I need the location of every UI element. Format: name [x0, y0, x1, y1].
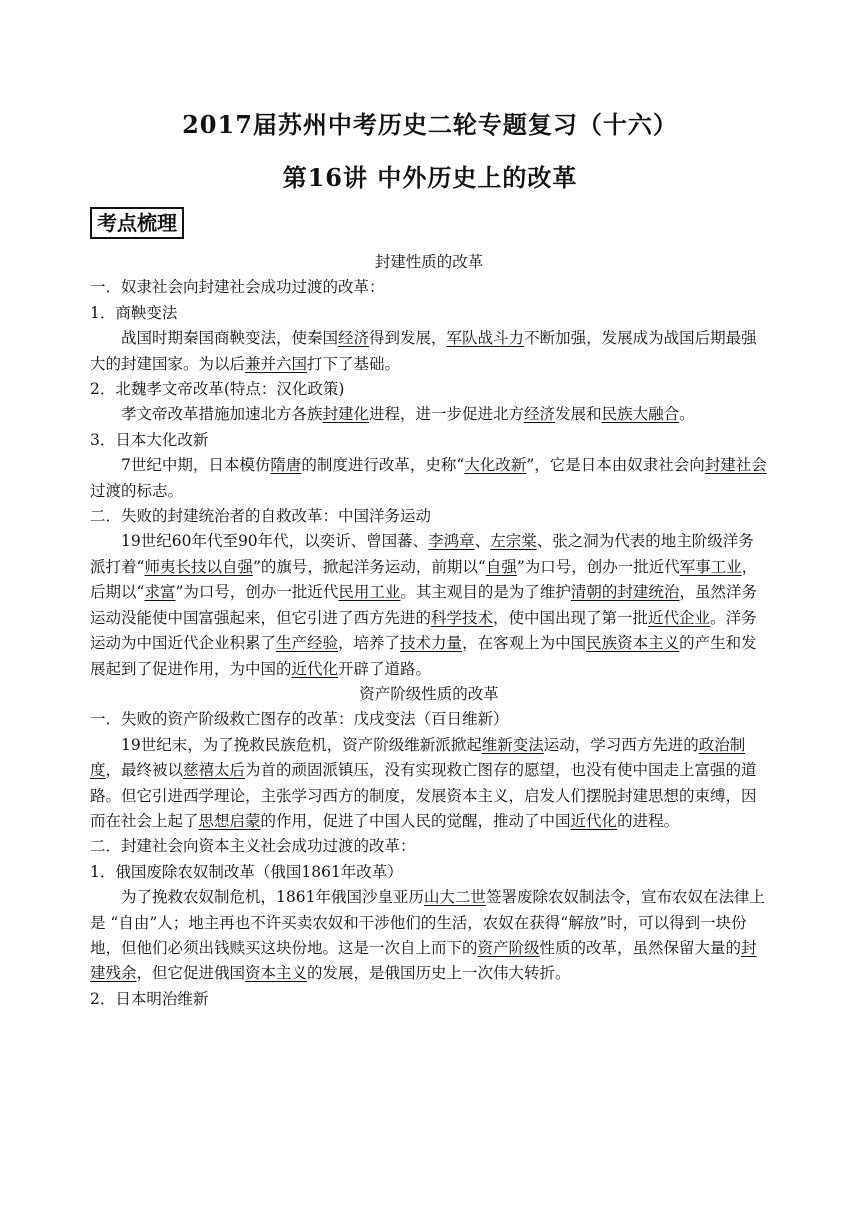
- document-title: 2017届苏州中考历史二轮专题复习（十六）: [182, 110, 678, 139]
- text-run: 。: [679, 405, 695, 424]
- keyword: 兼并六国: [245, 354, 308, 373]
- text-run: ，后期以“: [90, 557, 758, 602]
- text-run: 。其主观目的是为了维护: [400, 583, 571, 602]
- text-run: 。洋务运动为中国近代企业积累了: [90, 608, 757, 653]
- text-run: ，但它促进俄国: [136, 964, 246, 983]
- text-run: ”的旗号，掀起洋务运动，前期以“: [252, 557, 486, 576]
- keyword: 隋唐: [270, 456, 302, 475]
- text-run: ，使中国出现了第一批: [493, 608, 649, 627]
- item-title-russia: 1．俄国废除农奴制改革（俄国1861年改革）: [90, 862, 403, 881]
- subheading-2: 二．失败的封建统治者的自救改革：中国洋务运动: [90, 507, 432, 526]
- text-run: 战国时期秦国商鞅变法，使秦国: [121, 329, 339, 348]
- text-run: ，虽然洋务运动没能使中国富强起来，但它引进了西方先进的: [90, 583, 757, 627]
- keyword: 民族大融合: [601, 405, 680, 424]
- keyword: 慈禧太后: [183, 761, 246, 780]
- keyword: 近代化: [570, 811, 618, 830]
- text-run: 7世纪中期，日本模仿: [121, 456, 271, 475]
- text-run: 的作用，促进了中国人民的觉醒，推动了中国: [260, 811, 571, 830]
- subheading-3: 一．失败的资产阶级救亡图存的改革：戊戌变法（百日维新）: [90, 710, 509, 729]
- text-run: ”为口号，创办一批近代: [516, 557, 680, 576]
- keyword: 科学技术: [431, 608, 494, 627]
- text-run: 过渡的标志。: [90, 481, 184, 500]
- item-title-taika: 3．日本大化改新: [90, 430, 209, 449]
- paragraph-xiaowen: [90, 402, 768, 427]
- section-badge: 考点梳理: [90, 207, 184, 239]
- keyword: 左宗棠: [490, 532, 537, 551]
- lecture-title: 第16讲 中外历史上的改革: [282, 163, 578, 192]
- keyword: 近代企业: [648, 608, 711, 627]
- text-run: 的进程。: [617, 811, 680, 830]
- text-run: 打下了基础。: [307, 354, 401, 373]
- paragraph-russia: [90, 885, 768, 987]
- keyword: 山大二世: [423, 888, 486, 907]
- item-title-shang-yang: 1．商鞅变法: [90, 303, 178, 322]
- keyword: 军事工业: [679, 557, 742, 576]
- section-heading-feudal: 封建性质的改革: [374, 253, 484, 271]
- paragraph-taika: [90, 453, 768, 504]
- text-run: ，培养了: [338, 634, 401, 653]
- text-run: 为首的顽固派镇压，没有实现救亡图存的愿望，也没有使中国走上富强的道路。但它引进西学理论，主张学习西方的制度，发展资本主义，启发人们摆脱封建思想的束缚，因而在社会上起了: [90, 761, 757, 830]
- text-run: 开辟了道路。: [338, 659, 432, 678]
- text-run: ，在客观上为中国: [462, 634, 587, 653]
- keyword: 经济: [338, 329, 370, 348]
- text-run: 为了挽救农奴制危机，1861年俄国沙皇亚历: [121, 888, 424, 907]
- text-run: 得到发展，: [369, 329, 447, 348]
- keyword: 封建残余: [90, 938, 757, 983]
- keyword: 维新变法: [481, 735, 544, 754]
- text-run: 签署废除农奴制法令，宣布农奴在法律上是 “自由”人；地主再也不许买卖农奴和干涉他们的生活，农奴在获得“解放”时，可以得到一块份地，但他们必须出钱赎买这块份地。这是一次自上而下的: [90, 888, 765, 957]
- subheading-4: 二．封建社会向资本主义社会成功过渡的改革：: [90, 837, 416, 856]
- text-run: ”为口号，创办一批近代: [175, 583, 339, 602]
- keyword: 军队战斗力: [446, 329, 525, 348]
- keyword: 李鸿章: [428, 532, 475, 551]
- text-run: 、: [474, 532, 491, 551]
- item-title-xiaowen: 2．北魏孝文帝改革(特点：汉化政策): [90, 380, 345, 399]
- text-run: 的制度进行改革，史称“: [301, 456, 465, 475]
- text-run: 性质的改革，虽然保留大量的: [539, 938, 742, 957]
- keyword: 封建化: [322, 405, 370, 424]
- keyword: 政治制度: [90, 735, 746, 780]
- text-run: 运动，学习西方先进的: [543, 735, 699, 754]
- subheading-1: 一．奴隶社会向封建社会成功过渡的改革：: [90, 278, 385, 297]
- text-run: ，最终被以: [105, 761, 184, 780]
- keyword: 民族资本主义: [586, 634, 680, 653]
- text-run: 不断加强，发展成为战国后期最强大的封建国家。为以后: [90, 329, 757, 373]
- text-run: 发展和: [555, 405, 602, 424]
- keyword: 生产经验: [276, 634, 339, 653]
- item-title-meiji: 2．日本明治维新: [90, 989, 209, 1008]
- keyword: 思想启蒙: [198, 811, 261, 830]
- keyword: 大化改新: [464, 456, 527, 475]
- keyword: 技术力量: [400, 634, 463, 653]
- text-run: 的产生和发展起到了促进作用，为中国的: [90, 634, 757, 678]
- text-run: 、张之洞为代表的地主阶级洋务派打着“: [90, 532, 754, 576]
- keyword: 封建社会: [704, 456, 767, 475]
- paragraph-wuxu: [90, 733, 768, 835]
- keyword: 资本主义: [245, 964, 308, 983]
- text-run: 孝文帝改革措施加速北方各族: [121, 405, 323, 424]
- document-body: [90, 250, 768, 1012]
- text-run: 进程，进一步促进北方: [369, 405, 525, 424]
- paragraph-westernization: [90, 529, 768, 681]
- text-run: 19世纪末，为了挽救民族危机，资产阶级维新派掀起: [121, 735, 482, 754]
- text-run: 19世纪60年代至90年代，以奕䜣、曾国蕃、: [121, 532, 429, 551]
- text-run: 的发展，是俄国历史上一次伟大转折。: [307, 964, 571, 983]
- keyword: 近代化: [291, 659, 339, 678]
- keyword: 资产阶级: [477, 938, 540, 957]
- keyword: 经济: [524, 405, 556, 424]
- paragraph-shang-yang: [90, 326, 768, 377]
- keyword: 自强: [485, 557, 517, 576]
- keyword: 师夷长技以自强: [144, 557, 253, 576]
- keyword: 民用工业: [338, 583, 401, 602]
- section-heading-bourgeois: 资产阶级性质的改革: [359, 684, 499, 703]
- keyword: 求富: [144, 583, 176, 602]
- keyword: 清朝的封建统治: [570, 583, 680, 602]
- text-run: ”，它是日本由奴隶社会向: [526, 456, 705, 475]
